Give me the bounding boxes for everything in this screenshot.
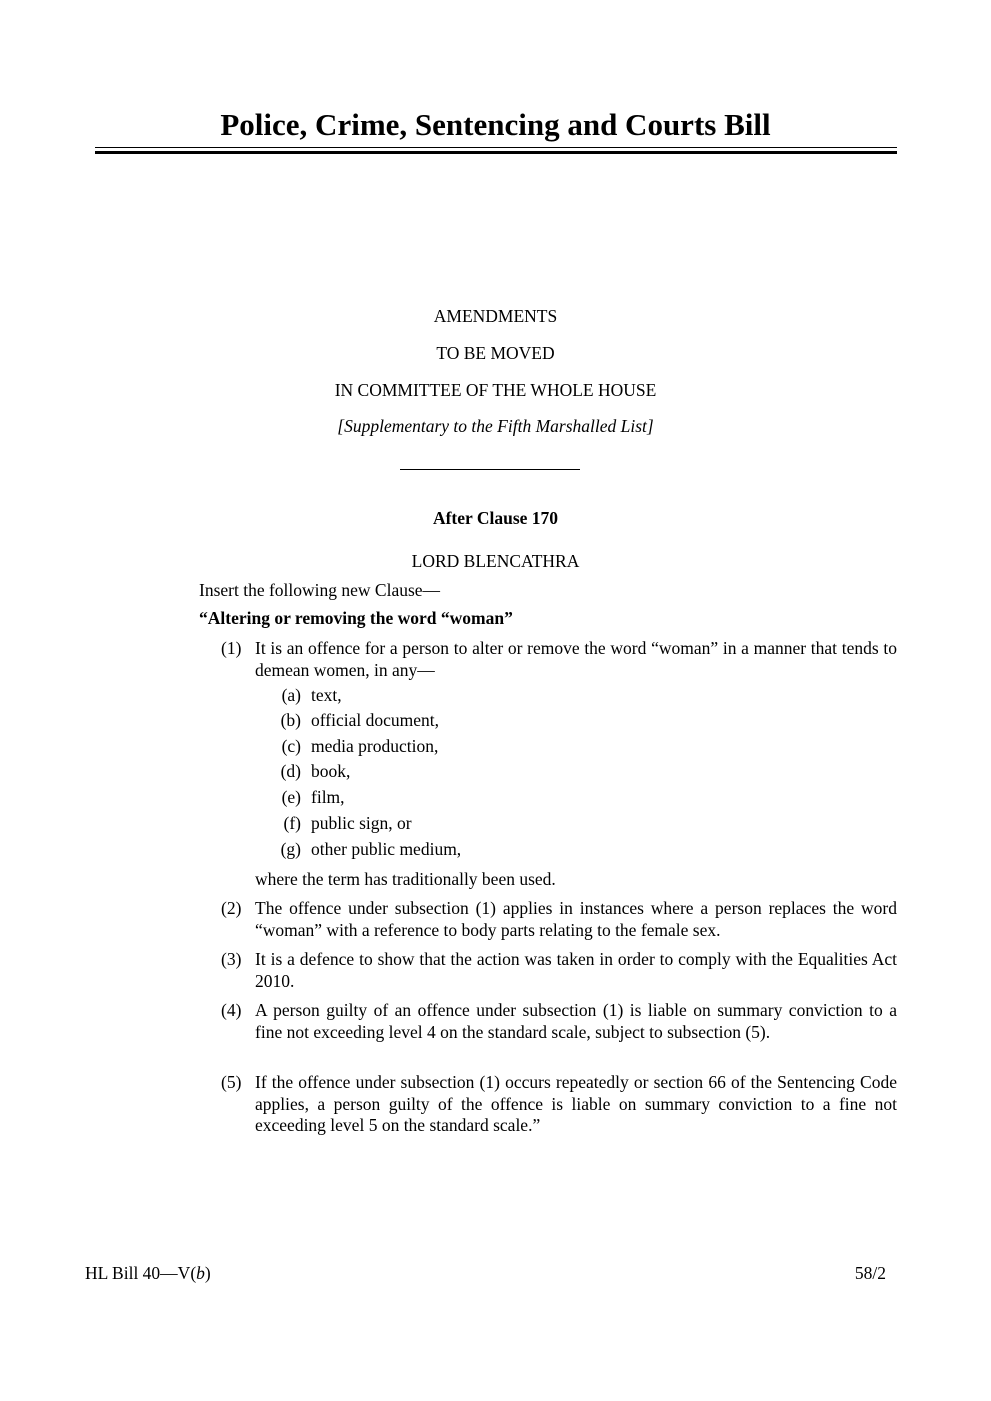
list-item [255,839,462,860]
title-rule-thick [95,151,897,154]
title-rule-thin [95,147,897,148]
subsection-5-text: If the offence under subsection (1) occurs repeatedly or section 66 of the Sentencing Code applies, a person guilty of the offence is liable on summary conviction to a fine not exceeding level 5 on the standard scale.” [255,1072,897,1135]
page-number: 58/2 [854,1263,886,1283]
subsection-1-text: It is an offence for a person to alter or remove the word “woman” in a manner that tends to demean women, in any— [255,638,897,680]
item-text: film, [311,787,345,807]
item-letter: (a) [281,685,301,705]
bill-reference [85,1263,211,1284]
intro-line-2: TO BE MOVED [436,343,555,363]
bill-reference-prefix: HL Bill 40—V( [85,1263,197,1283]
subsection-3-text: It is a defence to show that the action was taken in order to comply with the Equalities Act 2010. [255,949,897,991]
list-item [255,813,412,834]
item-letter: (e) [281,787,301,807]
list-item [255,787,345,808]
amendment-instruction: Insert the following new Clause— [199,580,441,600]
item-letter: (c) [281,736,301,756]
subsection-5-number: (5) [221,1072,242,1092]
intro-line-1: AMENDMENTS [433,306,558,326]
list-item [255,736,439,757]
section-divider [400,469,580,470]
amendment-mover: LORD BLENCATHRA [411,551,580,571]
item-text: book, [311,761,351,781]
item-text: public sign, or [311,813,412,833]
subsection-4-number: (4) [221,1000,242,1020]
item-letter: (g) [280,839,301,859]
list-item [255,761,351,782]
document-title: Police, Crime, Sentencing and Courts Bill [220,107,771,142]
item-text: media production, [311,736,439,756]
item-text: text, [311,685,342,705]
item-letter: (b) [280,710,301,730]
intro-line-3: IN COMMITTEE OF THE WHOLE HOUSE [334,380,657,400]
bill-reference-suffix: b [196,1263,205,1283]
item-text: official document, [311,710,439,730]
bill-reference-close: ) [204,1263,211,1283]
item-letter: (d) [280,761,301,781]
clause-title: “Altering or removing the word “woman” [199,608,513,628]
subsection-1-continuation: where the term has traditionally been used. [255,869,556,889]
subsection-1-number: (1) [221,638,242,658]
item-text: other public medium, [311,839,462,859]
item-letter: (f) [283,813,301,833]
list-item [255,710,439,731]
intro-line-4: [Supplementary to the Fifth Marshalled List] [337,416,654,436]
subsection-3-number: (3) [221,949,242,969]
list-item [255,685,342,706]
amendment-heading: After Clause 170 [432,508,559,528]
subsection-2-number: (2) [221,898,242,918]
subsection-2-text: The offence under subsection (1) applies in instances where a person replaces the word “woman” with a reference to body parts relating to the female sex. [255,898,897,940]
subsection-4-text: A person guilty of an offence under subsection (1) is liable on summary conviction to a fine not exceeding level 4 on the standard scale, subject to subsection (5). [255,1000,897,1042]
